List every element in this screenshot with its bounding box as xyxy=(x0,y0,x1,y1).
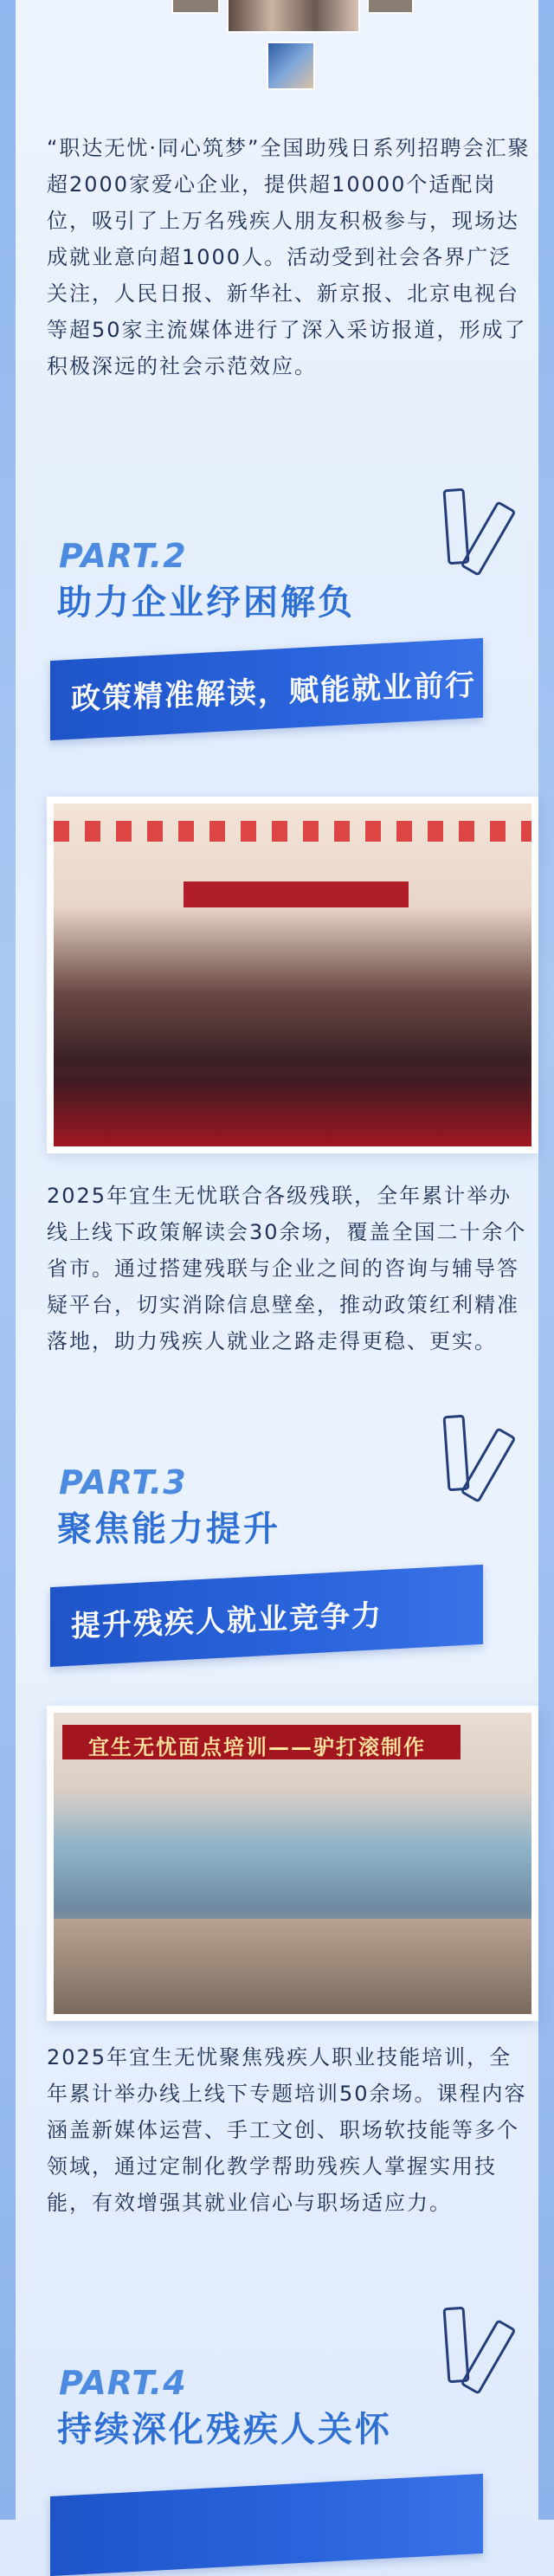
part4-banner xyxy=(50,2474,483,2576)
training-photo xyxy=(47,1706,538,2021)
right-border xyxy=(538,0,554,2520)
part3-paragraph: 2025年宜生无忧聚焦残疾人职业技能培训，全年累计举办线上线下专题培训50余场。课程内容涵盖新媒体运营、手工文创、职场软技能等多个领域，通过定制化教学帮助残疾人掌握实用技能，有效增强其就业信心与职场适应力。 xyxy=(47,2045,527,2215)
part4-label: PART.4 xyxy=(59,2364,187,2402)
part3-title: 聚焦能力提升 xyxy=(57,1509,280,1549)
part3-banner-text: 提升残疾人就业竞争力 xyxy=(71,1598,383,1644)
pencil-decoration-icon xyxy=(431,485,526,580)
article-page xyxy=(16,0,538,2520)
part3-label: PART.3 xyxy=(59,1463,187,1501)
pencil-decoration-icon xyxy=(431,1411,526,1507)
event-photo xyxy=(267,42,315,90)
part2-label: PART.2 xyxy=(59,537,187,575)
part2-title: 助力企业纾困解负 xyxy=(57,583,355,623)
training-sign: 宜生无忧面点培训——驴打滚制作 xyxy=(88,1735,426,1759)
part2-banner xyxy=(50,638,483,740)
left-border xyxy=(0,0,16,2520)
part3-banner xyxy=(50,1565,483,1667)
part2-paragraph: 2025年宜生无忧联合各级残联，全年累计举办线上线下政策解读会30余场，覆盖全国二十余个省市。通过搭建残联与企业之间的咨询与辅导答疑平台，切实消除信息壁垒，推动政策红利精准落地，助力残疾人就业之路走得更稳、更实。 xyxy=(47,1184,527,1353)
event-photo xyxy=(171,0,220,14)
event-photo xyxy=(227,0,360,33)
event-photo xyxy=(367,0,414,14)
pencil-decoration-icon xyxy=(431,2303,526,2398)
part2-banner-text: 政策精准解读，赋能就业前行 xyxy=(71,668,476,717)
policy-meeting-photo xyxy=(47,797,538,1153)
part4-title: 持续深化残疾人关怀 xyxy=(57,2410,392,2450)
top-photo-strip xyxy=(171,0,414,31)
section1-paragraph: “职达无忧·同心筑梦”全国助残日系列招聘会汇聚超2000家爱心企业，提供超10000个适配岗位，吸引了上万名残疾人朋友积极参与，现场达成就业意向超1000人。活动受到社会各界广泛关注，人民日报、新华社、新京报、北京电视台等超50家主流媒体进行了深入采访报道，形成了积极深远的社会示范效应。 xyxy=(47,136,531,378)
